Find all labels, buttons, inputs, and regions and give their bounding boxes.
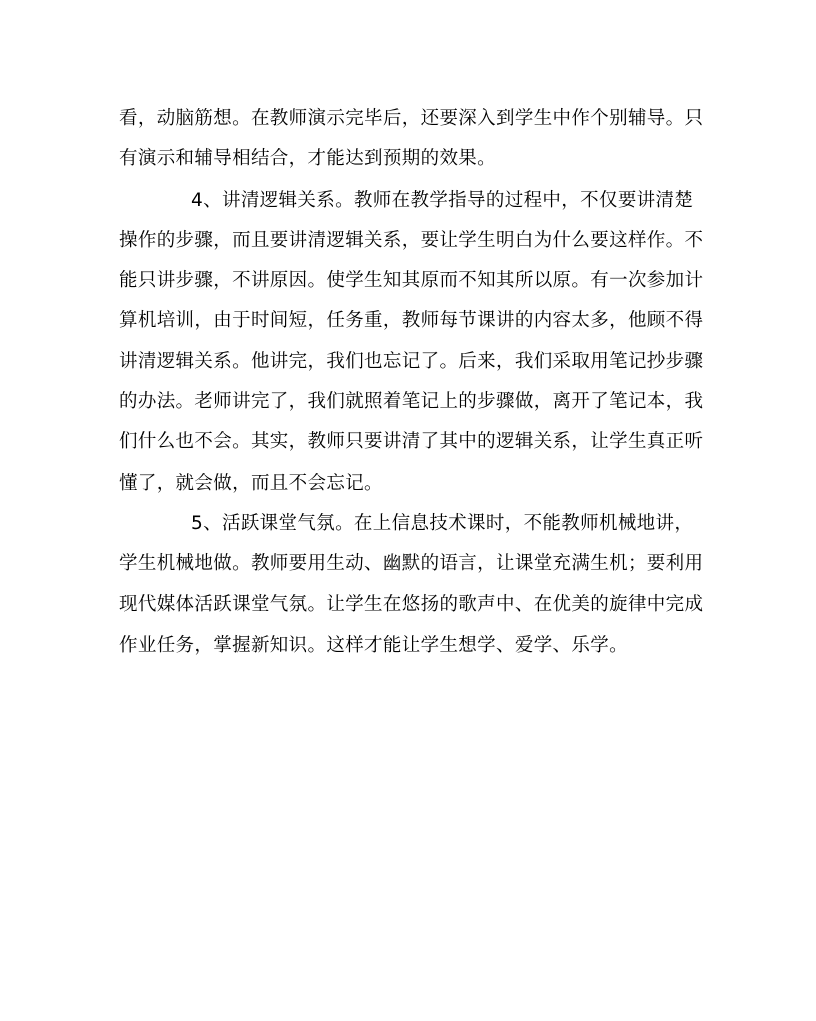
paragraph-line: 能只讲步骤，不讲原因。使学生知其原而不知其所以原。有一次参加计 — [119, 270, 704, 291]
paragraph-line: 们什么也不会。其实，教师只要讲清了其中的逻辑关系，让学生真正听 — [119, 431, 704, 452]
paragraph-line: 懂了，就会做，而且不会忘记。 — [119, 473, 383, 494]
paragraph-line: 讲清逻辑关系。他讲完，我们也忘记了。后来，我们采取用笔记抄步骤 — [119, 351, 704, 372]
paragraph-line: 看，动脑筋想。在教师演示完毕后，还要深入到学生中作个别辅导。只 — [119, 108, 704, 129]
paragraph-line: 现代媒体活跃课堂气氛。让学生在悠扬的歌声中、在优美的旋律中完成 — [119, 594, 704, 615]
paragraph-line: 操作的步骤，而且要讲清逻辑关系，要让学生明白为什么要这样作。不 — [119, 230, 704, 251]
paragraph-line: 作业任务，掌握新知识。这样才能让学生想学、爱学、乐学。 — [119, 635, 628, 656]
paragraph-line: 有演示和辅导相结合，才能达到预期的效果。 — [119, 148, 497, 169]
paragraph-line: 算机培训，由于时间短，任务重，教师每节课讲的内容太多，他顾不得 — [119, 310, 704, 331]
section-5-heading-line: 5、活跃课堂气氛。在上信息技术课时，不能教师机械地讲， — [191, 513, 694, 534]
paragraph-line: 学生机械地做。教师要用生动、幽默的语言，让课堂充满生机；要利用 — [119, 553, 704, 574]
paragraph-line: 的办法。老师讲完了，我们就照着笔记上的步骤做，离开了笔记本，我 — [119, 391, 704, 412]
section-4-heading-line: 4、讲清逻辑关系。教师在教学指导的过程中，不仅要讲清楚 — [191, 190, 694, 211]
